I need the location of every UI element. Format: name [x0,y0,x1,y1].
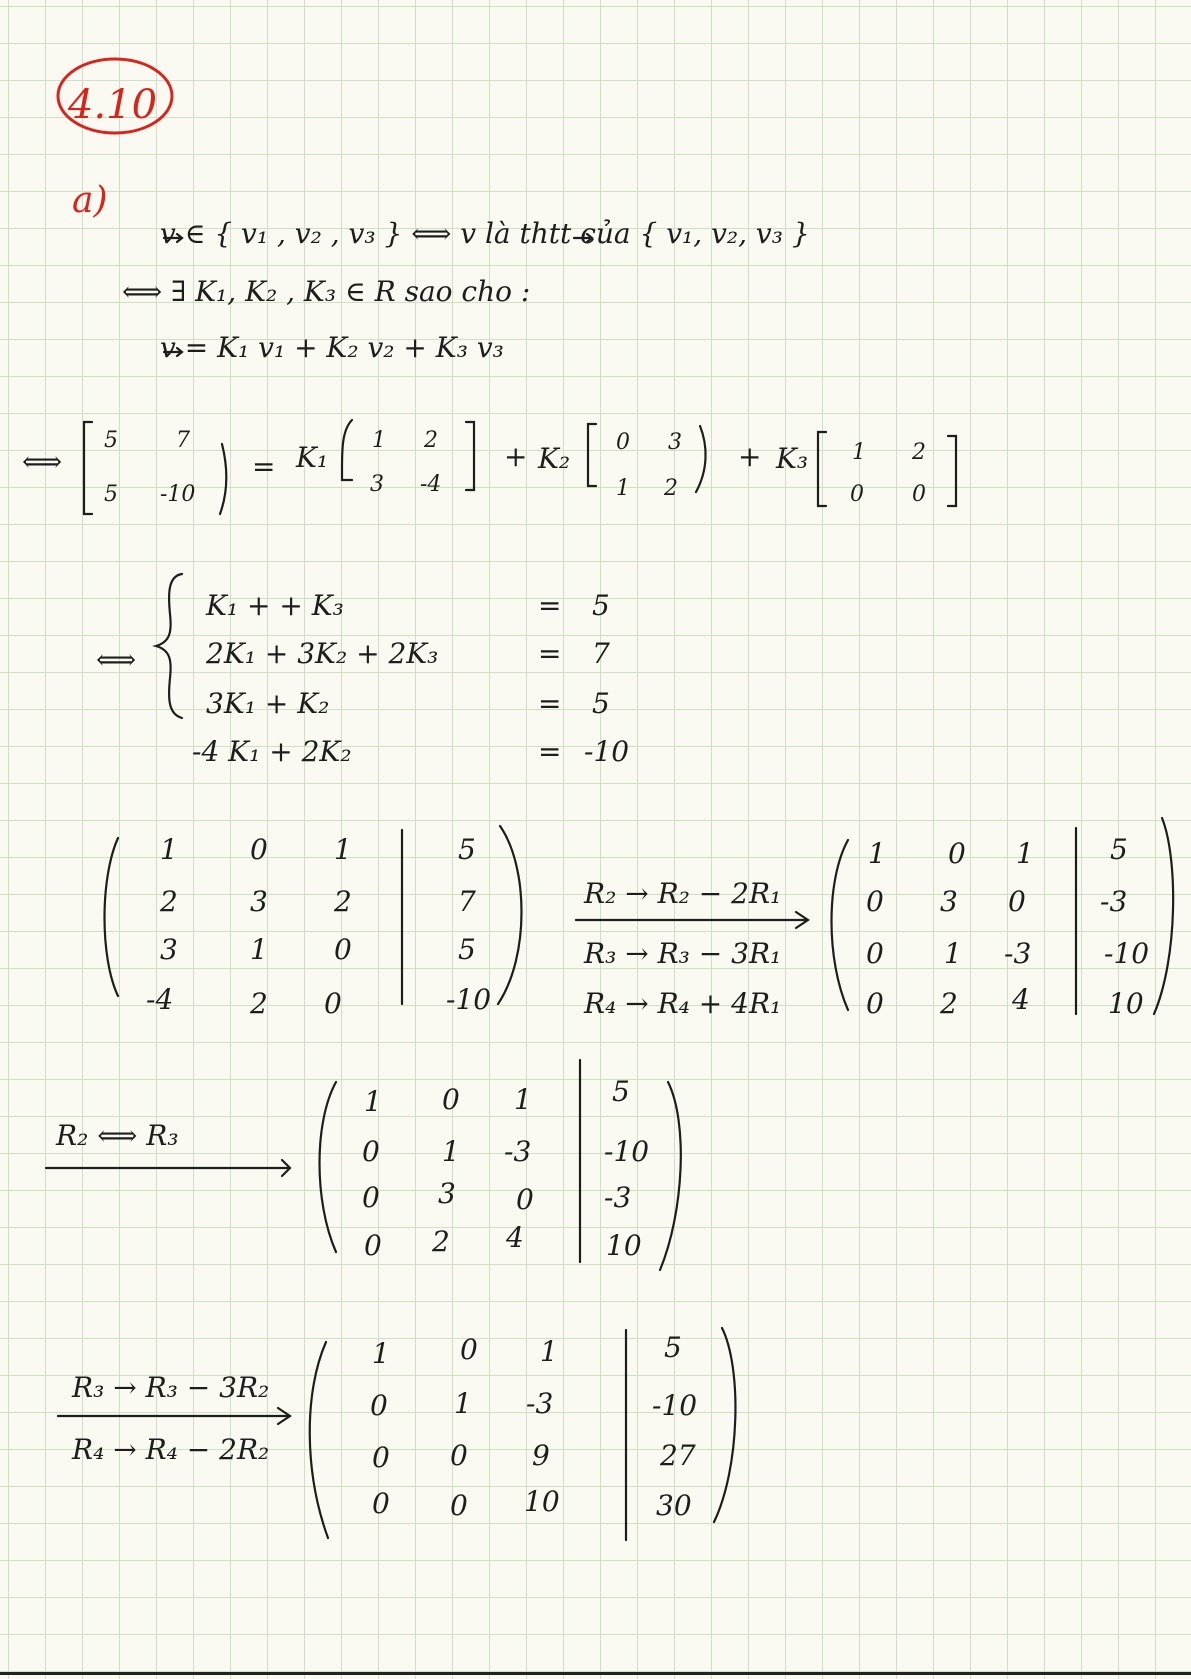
aug4-r4c4: 30 [656,1489,692,1522]
lhs-a11: 5 [104,428,118,453]
statement-line-3: v = K₁ v₁ + K₂ v₂ + K₃ v₃ [160,331,504,364]
op3-row4: R₄ → R₄ − 2R₂ [72,1433,270,1466]
m3-bracket-left [818,432,826,506]
m3-a21: 0 [850,482,864,507]
aug4-paren-right [714,1328,735,1522]
lhs-a22: -10 [160,482,196,507]
coef-k3: K₃ [776,442,809,475]
statement-line-2: ⟺ ∃ K₁, K₂ , K₃ ∈ R sao cho : [122,275,531,308]
system-brace [156,574,182,718]
aug2-r2c3: 0 [1008,885,1026,918]
m2-a11: 0 [616,430,630,455]
iff-symbol: ⟺ [22,445,63,478]
aug1-r2c4: 7 [458,885,476,918]
m1-bracket-left [342,420,352,480]
aug2-r2c1: 0 [866,885,884,918]
m2-a22: 2 [664,476,678,501]
aug2-r3c1: 0 [866,937,884,970]
aug2-r1c1: 1 [868,837,886,870]
aug1-r2c1: 2 [160,885,178,918]
aug1-r4c2: 2 [250,987,268,1020]
aug1-r2c3: 2 [334,885,352,918]
aug4-r3c3: 9 [532,1439,550,1472]
m2-a12: 3 [668,430,682,455]
lhs-bracket-left [84,422,92,514]
aug2-r4c3: 4 [1012,983,1030,1016]
m3-a11: 1 [852,440,866,465]
aug3-r3c3: 0 [516,1183,534,1216]
aug1-r3c3: 0 [334,933,352,966]
aug3-r1c2: 0 [442,1083,460,1116]
op2-swap: R₂ ⟺ R₃ [56,1119,179,1152]
lhs-a12: 7 [176,428,190,453]
aug2-r4c4: 10 [1108,987,1144,1020]
aug3-r4c2: 2 [432,1225,450,1258]
m2-bracket-right [696,426,706,492]
aug3-r3c2: 3 [438,1177,456,1210]
aug2-r1c2: 0 [948,837,966,870]
m1-a22: -4 [420,472,442,497]
aug3-r4c1: 0 [364,1229,382,1262]
coef-k2: K₂ [538,442,571,475]
aug4-r3c4: 27 [660,1439,696,1472]
aug4-r3c2: 0 [450,1439,468,1472]
op1-row3: R₃ → R₃ − 3R₁ [584,937,782,970]
aug1-r1c3: 1 [334,833,352,866]
system-row-3-rhs: 5 [592,687,610,720]
system-row-1-lhs: K₁ + + K₃ [206,589,344,622]
m2-a21: 1 [616,476,630,501]
system-row-1-eq: = [538,589,562,622]
ops3-arrow [58,1408,290,1424]
aug2-r3c2: 1 [944,937,962,970]
aug4-r2c1: 0 [370,1389,388,1422]
aug3-r3c1: 0 [362,1181,380,1214]
aug4-r1c1: 1 [372,1337,390,1370]
aug3-r4c3: 4 [506,1221,524,1254]
aug2-r4c1: 0 [866,987,884,1020]
system-row-1-rhs: 5 [592,589,610,622]
m3-a22: 0 [912,482,926,507]
aug1-r1c4: 5 [458,833,476,866]
aug3-r2c2: 1 [442,1135,460,1168]
system-iff: ⟺ [96,643,137,676]
m1-a12: 2 [424,428,438,453]
system-row-3-lhs: 3K₁ + K₂ [206,687,330,720]
aug1-r3c4: 5 [458,933,476,966]
aug3-r1c4: 5 [612,1075,630,1108]
aug3-paren-left [320,1082,337,1252]
aug1-paren-left [105,838,119,996]
system-row-4-lhs: -4 K₁ + 2K₂ [192,735,352,768]
aug4-r4c1: 0 [372,1487,390,1520]
aug3-r1c1: 1 [364,1085,382,1118]
system-row-2-eq: = [538,637,562,670]
aug1-r3c1: 3 [160,933,178,966]
aug2-paren-left [832,840,849,1010]
aug1-r1c1: 1 [160,833,178,866]
aug3-r2c1: 0 [362,1135,380,1168]
aug1-r4c1: -4 [146,983,174,1016]
part-label: a) [72,180,108,221]
aug3-r1c3: 1 [514,1083,532,1116]
system-row-4-eq: = [538,735,562,768]
aug4-r3c1: 0 [372,1441,390,1474]
aug2-paren-right [1154,818,1173,1014]
aug3-r2c4: -10 [604,1135,650,1168]
lhs-a21: 5 [104,482,118,507]
system-row-3-eq: = [538,687,562,720]
m1-a11: 1 [372,428,386,453]
aug4-r1c4: 5 [664,1331,682,1364]
plus-1: + [504,440,528,473]
lhs-bracket-right [220,444,226,514]
aug1-paren-right [498,826,522,1004]
op1-row4: R₄ → R₄ + 4R₁ [584,987,782,1020]
aug2-r2c4: -3 [1100,885,1128,918]
aug4-r2c4: -10 [652,1389,698,1422]
aug3-r4c4: 10 [606,1229,642,1262]
system-row-2-rhs: 7 [592,637,610,670]
coef-k1: K₁ [296,441,329,474]
aug4-r2c3: -3 [526,1387,554,1420]
aug1-r3c2: 1 [250,933,268,966]
aug2-r3c4: -10 [1104,937,1150,970]
aug2-r4c2: 2 [940,987,958,1020]
aug4-r1c2: 0 [460,1333,478,1366]
plus-2: + [738,440,762,473]
ops2-arrow [46,1160,290,1176]
aug4-r1c3: 1 [540,1335,558,1368]
aug1-r4c3: 0 [324,987,342,1020]
aug1-r2c2: 3 [250,885,268,918]
aug4-paren-left [310,1342,328,1538]
exercise-number: 4.10 [68,82,158,128]
aug3-r2c3: -3 [504,1135,532,1168]
m1-a21: 3 [370,472,384,497]
aug3-paren-right [660,1082,681,1270]
aug4-r2c2: 1 [454,1387,472,1420]
system-row-4-rhs: -10 [584,735,630,768]
aug2-r1c3: 1 [1016,837,1034,870]
page-bottom-rule [0,1672,1191,1675]
equals-sign: = [252,450,276,483]
aug2-r1c4: 5 [1110,833,1128,866]
aug4-r4c2: 0 [450,1489,468,1522]
aug2-r2c2: 3 [940,885,958,918]
aug1-r1c2: 0 [250,833,268,866]
statement-line-1: v ∈ { v₁ , v₂ , v₃ } ⟺ v là thtt của { v₁, v₂, v₃ } [160,217,810,250]
m2-bracket-left [588,424,596,486]
system-row-2-lhs: 2K₁ + 3K₂ + 2K₃ [206,637,439,670]
m3-a12: 2 [912,440,926,465]
aug2-r3c3: -3 [1004,937,1032,970]
aug1-r4c4: -10 [446,983,492,1016]
op3-row3: R₃ → R₃ − 3R₂ [72,1371,270,1404]
aug4-r4c3: 10 [524,1485,560,1518]
op1-row2: R₂ → R₂ − 2R₁ [584,877,782,910]
m3-bracket-right [948,436,956,506]
ops1-arrow [576,912,808,928]
aug3-r3c4: -3 [604,1181,632,1214]
m1-bracket-right [466,422,474,490]
